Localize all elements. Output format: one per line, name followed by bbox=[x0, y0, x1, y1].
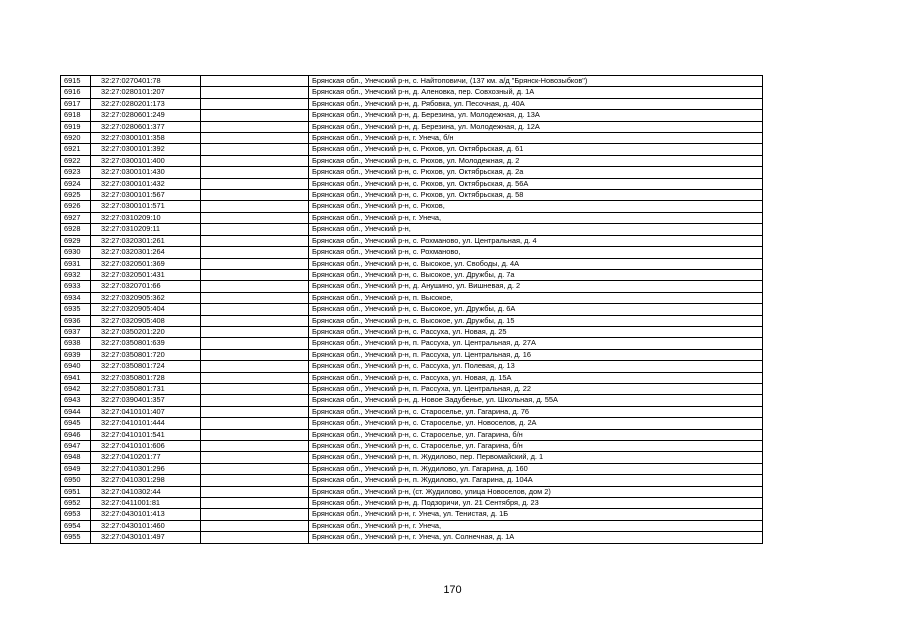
cadastral-number-cell: 32:27:0270401:78 bbox=[91, 76, 201, 87]
table-row bbox=[61, 418, 763, 429]
address-cell: Брянская обл., Унечский р-н, (ст. Жудилово, улица Новоселов, дом 2) bbox=[309, 486, 763, 497]
address-cell: Брянская обл., Унечский р-н, д. Березина, ул. Молодежная, д. 12А bbox=[309, 121, 763, 132]
address-cell: Брянская обл., Унечский р-н, г. Унеча, б/н bbox=[309, 133, 763, 144]
cadastral-number-cell: 32:27:0411001:81 bbox=[91, 498, 201, 509]
cadastral-number-cell: 32:27:0430101:413 bbox=[91, 509, 201, 520]
empty-cell bbox=[201, 326, 309, 337]
empty-cell bbox=[201, 121, 309, 132]
cadastral-number-cell: 32:27:0410101:606 bbox=[91, 441, 201, 452]
empty-cell bbox=[201, 269, 309, 280]
row-number-cell: 6944 bbox=[61, 406, 91, 417]
address-cell: Брянская обл., Унечский р-н, д. Анушино, ул. Вишневая, д. 2 bbox=[309, 281, 763, 292]
address-cell: Брянская обл., Унечский р-н, п. Рассуха, ул. Центральная, д. 22 bbox=[309, 383, 763, 394]
table-row bbox=[61, 372, 763, 383]
address-cell: Брянская обл., Унечский р-н, д. Новое Задубенье, ул. Школьная, д. 55А bbox=[309, 395, 763, 406]
address-cell: Брянская обл., Унечский р-н, с. Рюхов, ул. Октябрьская, д. 61 bbox=[309, 144, 763, 155]
address-cell: Брянская обл., Унечский р-н, с. Рохманово, bbox=[309, 247, 763, 258]
cadastral-number-cell: 32:27:0310209:10 bbox=[91, 212, 201, 223]
page-number: 170 bbox=[443, 584, 462, 596]
table-row bbox=[61, 349, 763, 360]
cadastral-number-cell: 32:27:0300101:392 bbox=[91, 144, 201, 155]
empty-cell bbox=[201, 361, 309, 372]
cadastral-number-cell: 32:27:0300101:571 bbox=[91, 201, 201, 212]
address-cell: Брянская обл., Унечский р-н, с. Рюхов, ул. Октябрьская, д. 58 bbox=[309, 190, 763, 201]
address-cell: Брянская обл., Унечский р-н, с. Рассуха, ул. Полевая, д. 13 bbox=[309, 361, 763, 372]
table-row bbox=[61, 133, 763, 144]
table-row bbox=[61, 292, 763, 303]
row-number-cell: 6934 bbox=[61, 292, 91, 303]
address-cell: Брянская обл., Унечский р-н, г. Унеча, bbox=[309, 520, 763, 531]
empty-cell bbox=[201, 315, 309, 326]
property-register-table bbox=[60, 75, 763, 544]
table-row bbox=[61, 247, 763, 258]
empty-cell bbox=[201, 292, 309, 303]
cadastral-number-cell: 32:27:0300101:430 bbox=[91, 167, 201, 178]
empty-cell bbox=[201, 201, 309, 212]
row-number-cell: 6941 bbox=[61, 372, 91, 383]
cadastral-number-cell: 32:27:0410301:298 bbox=[91, 475, 201, 486]
empty-cell bbox=[201, 98, 309, 109]
cadastral-number-cell: 32:27:0350801:731 bbox=[91, 383, 201, 394]
address-cell: Брянская обл., Унечский р-н, д. Подзоричи, ул. 21 Сентября, д. 23 bbox=[309, 498, 763, 509]
cadastral-number-cell: 32:27:0300101:358 bbox=[91, 133, 201, 144]
table-row bbox=[61, 452, 763, 463]
cadastral-number-cell: 32:27:0390401:357 bbox=[91, 395, 201, 406]
address-cell: Брянская обл., Унечский р-н, с. Староселье, ул. Новоселов, д. 2А bbox=[309, 418, 763, 429]
address-cell: Брянская обл., Унечский р-н, д. Рябовка, ул. Песочная, д. 40А bbox=[309, 98, 763, 109]
address-cell: Брянская обл., Унечский р-н, с. Староселье, ул. Гагарина, б/н bbox=[309, 441, 763, 452]
row-number-cell: 6939 bbox=[61, 349, 91, 360]
cadastral-number-cell: 32:27:0280101:207 bbox=[91, 87, 201, 98]
row-number-cell: 6943 bbox=[61, 395, 91, 406]
cadastral-number-cell: 32:27:0320701:66 bbox=[91, 281, 201, 292]
cadastral-number-cell: 32:27:0280201:173 bbox=[91, 98, 201, 109]
address-cell: Брянская обл., Унечский р-н, с. Высокое, ул. Дружбы, д. 15 bbox=[309, 315, 763, 326]
table-row bbox=[61, 441, 763, 452]
address-cell: Брянская обл., Унечский р-н, п. Рассуха, ул. Центральная, д. 16 bbox=[309, 349, 763, 360]
empty-cell bbox=[201, 441, 309, 452]
row-number-cell: 6918 bbox=[61, 110, 91, 121]
table-row bbox=[61, 212, 763, 223]
cadastral-number-cell: 32:27:0410101:407 bbox=[91, 406, 201, 417]
cadastral-number-cell: 32:27:0350801:639 bbox=[91, 338, 201, 349]
cadastral-number-cell: 32:27:0410201:77 bbox=[91, 452, 201, 463]
row-number-cell: 6951 bbox=[61, 486, 91, 497]
table-row bbox=[61, 315, 763, 326]
empty-cell bbox=[201, 87, 309, 98]
cadastral-number-cell: 32:27:0410101:444 bbox=[91, 418, 201, 429]
row-number-cell: 6955 bbox=[61, 532, 91, 543]
cadastral-number-cell: 32:27:0320905:404 bbox=[91, 304, 201, 315]
address-cell: Брянская обл., Унечский р-н, п. Рассуха, ул. Центральная, д. 27А bbox=[309, 338, 763, 349]
cadastral-number-cell: 32:27:0430101:460 bbox=[91, 520, 201, 531]
cadastral-number-cell: 32:27:0320905:408 bbox=[91, 315, 201, 326]
empty-cell bbox=[201, 520, 309, 531]
row-number-cell: 6927 bbox=[61, 212, 91, 223]
row-number-cell: 6942 bbox=[61, 383, 91, 394]
empty-cell bbox=[201, 144, 309, 155]
cadastral-number-cell: 32:27:0300101:432 bbox=[91, 178, 201, 189]
table-row bbox=[61, 383, 763, 394]
table-row bbox=[61, 509, 763, 520]
row-number-cell: 6915 bbox=[61, 76, 91, 87]
cadastral-number-cell: 32:27:0310209:11 bbox=[91, 224, 201, 235]
cadastral-number-cell: 32:27:0430101:497 bbox=[91, 532, 201, 543]
cadastral-number-cell: 32:27:0410301:296 bbox=[91, 463, 201, 474]
empty-cell bbox=[201, 133, 309, 144]
table-row bbox=[61, 532, 763, 543]
cadastral-number-cell: 32:27:0350801:724 bbox=[91, 361, 201, 372]
empty-cell bbox=[201, 418, 309, 429]
table-row bbox=[61, 224, 763, 235]
row-number-cell: 6925 bbox=[61, 190, 91, 201]
address-cell: Брянская обл., Унечский р-н, п. Жудилово, пер. Первомайский, д. 1 bbox=[309, 452, 763, 463]
table-row bbox=[61, 258, 763, 269]
empty-cell bbox=[201, 167, 309, 178]
row-number-cell: 6930 bbox=[61, 247, 91, 258]
address-cell: Брянская обл., Унечский р-н, г. Унеча, bbox=[309, 212, 763, 223]
empty-cell bbox=[201, 190, 309, 201]
table-row bbox=[61, 463, 763, 474]
address-cell: Брянская обл., Унечский р-н, с. Рохманово, ул. Центральная, д. 4 bbox=[309, 235, 763, 246]
empty-cell bbox=[201, 463, 309, 474]
empty-cell bbox=[201, 452, 309, 463]
table-row bbox=[61, 98, 763, 109]
address-cell: Брянская обл., Унечский р-н, с. Рюхов, ул. Октябрьская, д. 56А bbox=[309, 178, 763, 189]
address-cell: Брянская обл., Унечский р-н, п. Жудилово, ул. Гагарина, д. 104А bbox=[309, 475, 763, 486]
empty-cell bbox=[201, 258, 309, 269]
address-cell: Брянская обл., Унечский р-н, п. Высокое, bbox=[309, 292, 763, 303]
row-number-cell: 6952 bbox=[61, 498, 91, 509]
empty-cell bbox=[201, 406, 309, 417]
empty-cell bbox=[201, 178, 309, 189]
address-cell: Брянская обл., Унечский р-н, д. Березина, ул. Молодежная, д. 13А bbox=[309, 110, 763, 121]
table-row bbox=[61, 475, 763, 486]
row-number-cell: 6940 bbox=[61, 361, 91, 372]
empty-cell bbox=[201, 349, 309, 360]
address-cell: Брянская обл., Унечский р-н, с. Найтоповичи, (137 км. а/д "Брянск-Новозыбков") bbox=[309, 76, 763, 87]
empty-cell bbox=[201, 304, 309, 315]
empty-cell bbox=[201, 372, 309, 383]
cadastral-number-cell: 32:27:0280601:377 bbox=[91, 121, 201, 132]
address-cell: Брянская обл., Унечский р-н, д. Аленовка, пер. Совхозный, д. 1А bbox=[309, 87, 763, 98]
cadastral-number-cell: 32:27:0350201:220 bbox=[91, 326, 201, 337]
row-number-cell: 6935 bbox=[61, 304, 91, 315]
table-row bbox=[61, 167, 763, 178]
row-number-cell: 6947 bbox=[61, 441, 91, 452]
empty-cell bbox=[201, 498, 309, 509]
row-number-cell: 6954 bbox=[61, 520, 91, 531]
empty-cell bbox=[201, 212, 309, 223]
table-row bbox=[61, 361, 763, 372]
row-number-cell: 6937 bbox=[61, 326, 91, 337]
row-number-cell: 6950 bbox=[61, 475, 91, 486]
address-cell: Брянская обл., Унечский р-н, г. Унеча, ул. Солнечная, д. 1А bbox=[309, 532, 763, 543]
table-row bbox=[61, 110, 763, 121]
empty-cell bbox=[201, 338, 309, 349]
cadastral-number-cell: 32:27:0320301:261 bbox=[91, 235, 201, 246]
table-row bbox=[61, 429, 763, 440]
table-row bbox=[61, 121, 763, 132]
address-cell: Брянская обл., Унечский р-н, г. Унеча, ул. Тенистая, д. 1Б bbox=[309, 509, 763, 520]
cadastral-number-cell: 32:27:0350801:728 bbox=[91, 372, 201, 383]
empty-cell bbox=[201, 76, 309, 87]
row-number-cell: 6917 bbox=[61, 98, 91, 109]
table-row bbox=[61, 498, 763, 509]
row-number-cell: 6919 bbox=[61, 121, 91, 132]
table-row bbox=[61, 406, 763, 417]
empty-cell bbox=[201, 235, 309, 246]
table-row bbox=[61, 155, 763, 166]
table-row bbox=[61, 338, 763, 349]
cadastral-number-cell: 32:27:0320301:264 bbox=[91, 247, 201, 258]
row-number-cell: 6936 bbox=[61, 315, 91, 326]
row-number-cell: 6938 bbox=[61, 338, 91, 349]
cadastral-number-cell: 32:27:0410302:44 bbox=[91, 486, 201, 497]
row-number-cell: 6924 bbox=[61, 178, 91, 189]
cadastral-number-cell: 32:27:0300101:567 bbox=[91, 190, 201, 201]
address-cell: Брянская обл., Унечский р-н, с. Рюхов, bbox=[309, 201, 763, 212]
address-cell: Брянская обл., Унечский р-н, с. Высокое, ул. Дружбы, д. 6А bbox=[309, 304, 763, 315]
table-row bbox=[61, 395, 763, 406]
address-cell: Брянская обл., Унечский р-н, с. Высокое, ул. Свободы, д. 4А bbox=[309, 258, 763, 269]
row-number-cell: 6922 bbox=[61, 155, 91, 166]
address-cell: Брянская обл., Унечский р-н, с. Рассуха, ул. Новая, д. 25 bbox=[309, 326, 763, 337]
empty-cell bbox=[201, 155, 309, 166]
table-row bbox=[61, 76, 763, 87]
address-cell: Брянская обл., Унечский р-н, bbox=[309, 224, 763, 235]
row-number-cell: 6946 bbox=[61, 429, 91, 440]
empty-cell bbox=[201, 247, 309, 258]
table-row bbox=[61, 269, 763, 280]
address-cell: Брянская обл., Унечский р-н, с. Рассуха, ул. Новая, д. 15А bbox=[309, 372, 763, 383]
cadastral-number-cell: 32:27:0280601:249 bbox=[91, 110, 201, 121]
row-number-cell: 6949 bbox=[61, 463, 91, 474]
row-number-cell: 6920 bbox=[61, 133, 91, 144]
cadastral-number-cell: 32:27:0320501:369 bbox=[91, 258, 201, 269]
empty-cell bbox=[201, 224, 309, 235]
row-number-cell: 6923 bbox=[61, 167, 91, 178]
table-row bbox=[61, 520, 763, 531]
table-row bbox=[61, 144, 763, 155]
row-number-cell: 6931 bbox=[61, 258, 91, 269]
empty-cell bbox=[201, 281, 309, 292]
table-row bbox=[61, 326, 763, 337]
cadastral-number-cell: 32:27:0350801:720 bbox=[91, 349, 201, 360]
cadastral-number-cell: 32:27:0410101:541 bbox=[91, 429, 201, 440]
row-number-cell: 6928 bbox=[61, 224, 91, 235]
table-row bbox=[61, 235, 763, 246]
row-number-cell: 6933 bbox=[61, 281, 91, 292]
property-register-body bbox=[61, 76, 763, 544]
cadastral-number-cell: 32:27:0320501:431 bbox=[91, 269, 201, 280]
empty-cell bbox=[201, 383, 309, 394]
table-row bbox=[61, 201, 763, 212]
table-row bbox=[61, 178, 763, 189]
address-cell: Брянская обл., Унечский р-н, с. Староселье, ул. Гагарина, д. 76 bbox=[309, 406, 763, 417]
cadastral-number-cell: 32:27:0320905:362 bbox=[91, 292, 201, 303]
empty-cell bbox=[201, 429, 309, 440]
table-row bbox=[61, 87, 763, 98]
table-row bbox=[61, 304, 763, 315]
empty-cell bbox=[201, 509, 309, 520]
empty-cell bbox=[201, 475, 309, 486]
address-cell: Брянская обл., Унечский р-н, с. Староселье, ул. Гагарина, б/н bbox=[309, 429, 763, 440]
row-number-cell: 6916 bbox=[61, 87, 91, 98]
empty-cell bbox=[201, 532, 309, 543]
empty-cell bbox=[201, 395, 309, 406]
row-number-cell: 6948 bbox=[61, 452, 91, 463]
table-row bbox=[61, 190, 763, 201]
row-number-cell: 6929 bbox=[61, 235, 91, 246]
row-number-cell: 6953 bbox=[61, 509, 91, 520]
address-cell: Брянская обл., Унечский р-н, с. Рюхов, ул. Молодежная, д. 2 bbox=[309, 155, 763, 166]
table-row bbox=[61, 486, 763, 497]
address-cell: Брянская обл., Унечский р-н, с. Рюхов, ул. Октябрьская, д. 2а bbox=[309, 167, 763, 178]
address-cell: Брянская обл., Унечский р-н, с. Высокое, ул. Дружбы, д. 7а bbox=[309, 269, 763, 280]
address-cell: Брянская обл., Унечский р-н, п. Жудилово, ул. Гагарина, д. 160 bbox=[309, 463, 763, 474]
empty-cell bbox=[201, 486, 309, 497]
empty-cell bbox=[201, 110, 309, 121]
table-row bbox=[61, 281, 763, 292]
row-number-cell: 6921 bbox=[61, 144, 91, 155]
row-number-cell: 6932 bbox=[61, 269, 91, 280]
row-number-cell: 6945 bbox=[61, 418, 91, 429]
cadastral-number-cell: 32:27:0300101:400 bbox=[91, 155, 201, 166]
row-number-cell: 6926 bbox=[61, 201, 91, 212]
